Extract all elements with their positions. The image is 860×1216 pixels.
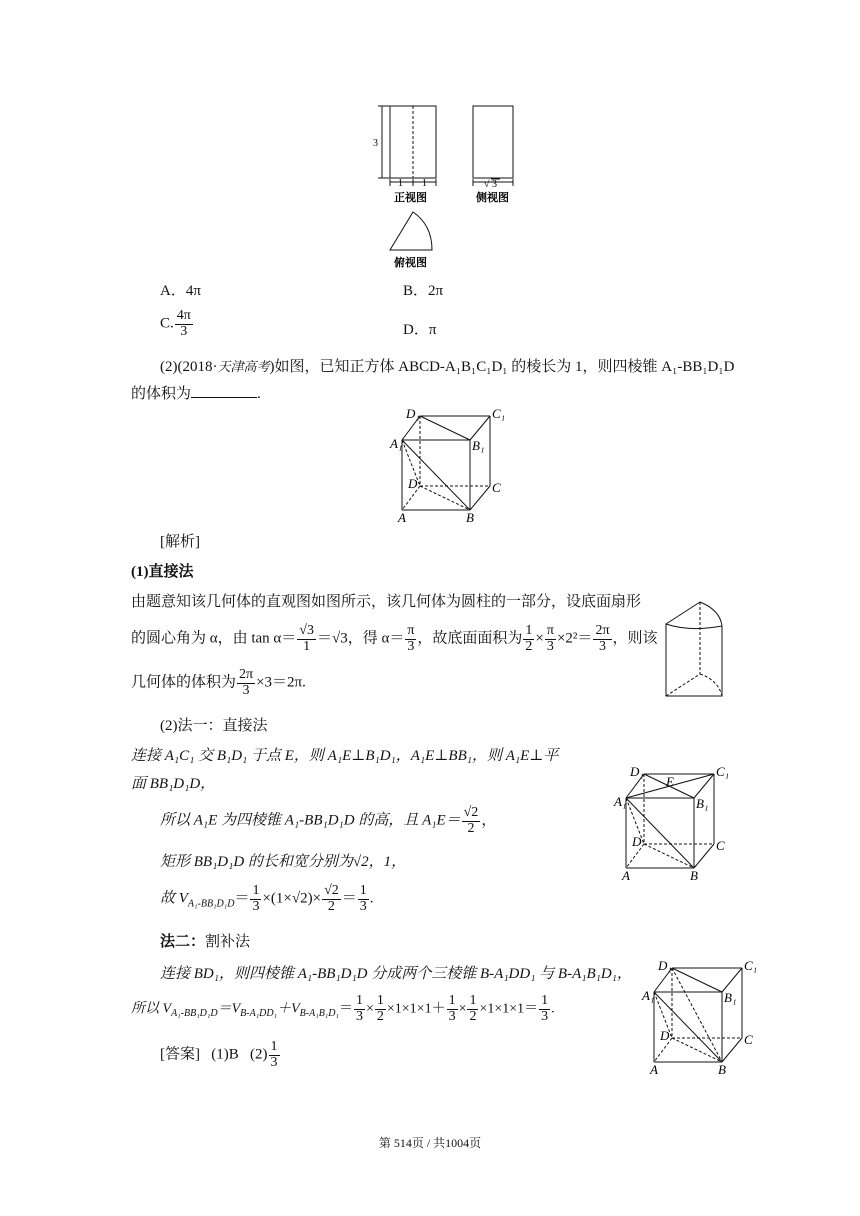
p1-line1: 由题意知该几何体的直观图如图所示，该几何体为圆柱的一部分，设底面扇形 xyxy=(131,594,642,610)
p2-line5: 故 $V_{A_1-BB_1D_1D}=$ $\frac{1}{3}$ ×(1×√2)× $\frac{√2}{2}$ ＝ $\frac{1}{3}$ . xyxy=(160,883,374,914)
choice-d: D．π xyxy=(403,322,437,338)
top-view-label: 俯视图 xyxy=(394,257,427,269)
svg-text:A: A xyxy=(650,1062,658,1076)
p2-line1: 连接 A₁C₁ 交 B₁D₁ 于点 E，则 A₁E⊥B₁D₁，A₁E⊥BB₁，则 A₁E⊥平 xyxy=(131,748,559,764)
svg-text:B: B xyxy=(466,510,474,524)
svg-text:D: D xyxy=(660,1028,670,1043)
svg-text:C: C xyxy=(492,480,501,495)
svg-text:C₁: C₁ xyxy=(716,764,730,779)
svg-text:A₁: A₁ xyxy=(642,988,655,1003)
p1-line3: 几何体的体积为 $\frac{2\pi}{3}$ ×3＝2π. xyxy=(131,667,306,698)
svg-text:C: C xyxy=(744,1032,753,1047)
svg-text:B: B xyxy=(718,1062,726,1076)
question-2-line2: 的体积为 . xyxy=(131,386,261,402)
p1-title: (1)直接法 xyxy=(131,564,194,580)
cube-figure-method-2 xyxy=(640,958,760,1076)
cylinder-sector-figure xyxy=(660,596,740,702)
svg-text:A: A xyxy=(398,510,406,524)
svg-text:C₁: C₁ xyxy=(492,406,506,421)
svg-text:C: C xyxy=(716,838,725,853)
m2-line1: 连接 BD₁，则四棱锥 A₁-BB₁D₁D 分成两个三棱锥 B-A₁DD₁ 与 B-A₁B₁D₁， xyxy=(160,966,632,982)
question-2-line1: (2)(2018·天津高考)如图，已知正方体 ABCD-A₁B₁C₁D₁ 的棱长为 1，则四棱锥 A₁-BB₁D₁D xyxy=(160,359,735,375)
cube-figure-method-1 xyxy=(612,764,742,882)
svg-text:D₁: D₁ xyxy=(406,406,420,421)
svg-text:D: D xyxy=(408,476,418,491)
answer-line: [答案] (1)B (2) $\frac{1}{3}$ xyxy=(160,1039,278,1070)
svg-text:A₁: A₁ xyxy=(390,436,403,451)
svg-text:B₁: B₁ xyxy=(696,796,709,811)
side-view-label: 侧视图 xyxy=(476,192,509,204)
three-view-figure xyxy=(370,100,530,275)
page-footer: 第 514页 / 共1004页 xyxy=(378,1136,482,1150)
dim-height: 3 xyxy=(373,138,378,149)
svg-text:D₁: D₁ xyxy=(630,764,644,779)
solution-title: [解析] xyxy=(160,534,200,550)
svg-text:A₁: A₁ xyxy=(614,794,627,809)
dim-side: 3 xyxy=(492,179,497,190)
choice-c: C. $\frac{4\pi}{3}$ xyxy=(160,308,191,339)
m2-title: 法二：割补法 xyxy=(160,934,251,950)
choice-b: B．2π xyxy=(403,283,444,299)
svg-text:D₁: D₁ xyxy=(658,958,672,973)
svg-text:C₁: C₁ xyxy=(744,958,758,973)
choice-a: A．4π xyxy=(160,283,201,299)
p2-line4: 矩形 BB₁D₁D 的长和宽分别为√2，1， xyxy=(160,854,407,870)
svg-text:A: A xyxy=(622,868,630,882)
front-view-label: 正视图 xyxy=(394,192,427,204)
svg-text:B₁: B₁ xyxy=(724,990,737,1005)
m2-line2: 所以 $V_{A_1-BB_1D_1D}=V_{B-A_1DD_1}+V_{B-A_1B_1D_1}=$ $\frac{1}{3}$ × $\frac{1}{2}$ ×1×1×1＋ $\frac{1}{3}$ × $\frac{1}{2}$ ×1×1×1＝ $\frac{1}{3}$ . xyxy=(131,993,555,1024)
dim-w1: 1 xyxy=(398,178,403,189)
cube-figure-question xyxy=(388,406,508,524)
svg-text:D: D xyxy=(632,834,642,849)
svg-text:B: B xyxy=(690,868,698,882)
p2-title: (2)法一：直接法 xyxy=(160,718,268,734)
svg-text:√: √ xyxy=(484,179,490,190)
p2-line2: 面 BB₁D₁D， xyxy=(131,776,216,792)
p2-line3: 所以 A₁E 为四棱锥 A₁-BB₁D₁D 的高，且 A₁E＝ $\frac{√2}{2}$ ， xyxy=(160,805,497,836)
svg-text:B₁: B₁ xyxy=(472,438,485,453)
p1-line2: 的圆心角为 α，由 tan α＝ $\frac{√3}{1}$ ＝√3，得 α＝ $\frac{\pi}{3}$ ，故底面面积为 $\frac{1}{2}$ × $\frac{\pi}{3}$ ×2²＝ $\frac{2\pi}{3}$ ，则该 xyxy=(131,623,658,654)
svg-text:E: E xyxy=(666,774,674,789)
dim-w2: 1 xyxy=(422,178,427,189)
